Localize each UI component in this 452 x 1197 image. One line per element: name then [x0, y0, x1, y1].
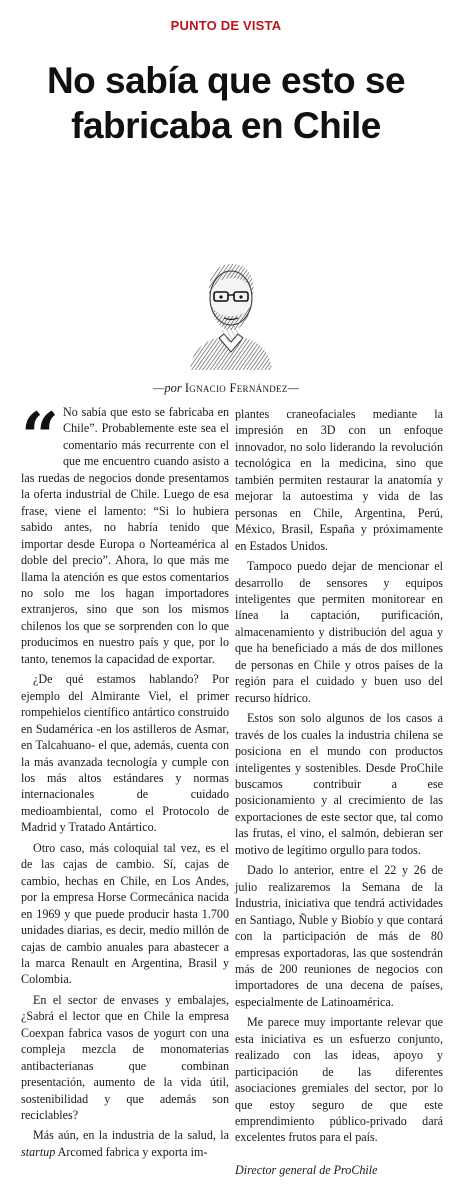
byline: [0, 381, 452, 396]
article-paragraph: En el sector de envases y embalajes, ¿Sabrá el lector que en Chile la empresa Coexpan fabrica vasos de yogurt con una compleja mezcla de monomaterias antibacterianas que combinan presentación, aumento de la vida útil, sostenibilidad y que además son reciclables?: [21, 992, 229, 1123]
article-column-right: [235, 406, 443, 1182]
article-paragraph: Otro caso, más coloquial tal vez, es el de las cajas de cambio. Sí, cajas de cambio, hechas en Chile, en Los Andes, por la empresa Horse Cormecánica nacida en 1969 y que puede producir hasta 1.700 unidades diarias, es decir, medio millón de cajas de cambio anuales para abastecer a la marca Renault en Argentina, Brasil y Colombia.: [21, 840, 229, 987]
article-paragraph: Tampoco puedo dejar de mencionar el desarrollo de sensores y equipos inteligentes que permiten monitorear en línea la captación, purificación, almacenamiento y distribución del agua y que ha beneficiado a más de dos millones de personas en Chile y otros países de la región para el cuidado y buen uso del recurso hídrico.: [235, 559, 443, 705]
article-paragraph: Más aún, en la industria de la salud, la startup Arcomed fabrica y exporta im-: [21, 1128, 229, 1159]
article-paragraph: ¿De qué estamos hablando? Por ejemplo del Almirante Viel, el primer rompehielos científico antártico construido en Sudamérica -en los astilleros de Asmar, en Talcahuano- el que, además, cuenta con la más avanzada tecnología y cumple con los más altos estándares y normas internacionales de cuidado medioambiental, como el Protocolo de Madrid y Tratado Antártico.: [21, 672, 229, 835]
byline-suffix: —: [287, 381, 299, 395]
article-column-left: [21, 398, 229, 1164]
author-portrait-icon: [186, 252, 276, 370]
opening-quote-mark: “: [21, 398, 59, 476]
article-paragraph: plantes craneofaciales mediante la impresión en 3D con un enfoque innovador, no solo liderando la revolución tecnológica en la medicina, sino que también permiten restaurar la anatomía y mejorar la autoestima y vida de las personas en Chile, Argentina, Perú, México, Brasil, España y próximamente en Estados Unidos.: [235, 407, 443, 553]
article-paragraph: Me parece muy importante relevar que esta iniciativa es un esfuerzo conjunto, realizado con las ideas, apoyo y participación de las diferentes asociaciones gremiales del sector, por lo que estoy seguro de que este emprendimiento público-privado dará excelentes frutos para el país.: [235, 1015, 443, 1145]
byline-prefix: —por: [153, 381, 185, 395]
headline-line-1: No sabía que esto se: [46, 60, 406, 101]
article-paragraph: “ No sabía que esto se fabricaba en Chile”. Probablemente este sea el comentario más recurrente con el que me encuentro cuando asisto a las ruedas de negocios donde presentamos la oferta industrial de Chile. Luego de esa frase, viene el lamento: “Si lo hubiera sabido antes, no habría tenido que importar desde Europa o Norteamérica al doble del precio”. Ahora, lo que más me llama la atención es que estos comentarios no solo me los hagan importadores extranjeros, sino que son los mismos chilenos los que se sorprenden con lo que producimos en nuestro país y que, por lo tanto, tenemos la capacidad de exportar.: [21, 398, 229, 666]
article-paragraph: Estos son solo algunos de los casos a través de los cuales la industria chilena se posiciona en el mundo con productos inteligentes y sostenibles. Desde ProChile buscamos contribuir a ese posicionamiento y al crecimiento de las exportaciones de este sector que, tal como las frutas, el vino, el salmón, debieran ser motivo de legítimo orgullo para todos.: [235, 711, 443, 857]
headline-line-2: fabricaba en Chile: [71, 105, 381, 146]
article-paragraph: Dado lo anterior, entre el 22 y 26 de julio realizaremos la Semana de la Industria, iniciativa que tendrá actividades en Santiago, Ñuble y Biobío y que contará con la participación de más de 80 empresas exportadoras, las que sostendrán más de 200 reuniones de negocios con importadores de una decena de países, especialmente de Latinoamérica.: [235, 863, 443, 1009]
headline: [0, 58, 452, 148]
section-tag: PUNTO DE VISTA: [170, 18, 282, 33]
author-name: Ignacio Fernández: [184, 381, 288, 395]
author-signature: Director general de ProChile: [235, 1162, 378, 1177]
